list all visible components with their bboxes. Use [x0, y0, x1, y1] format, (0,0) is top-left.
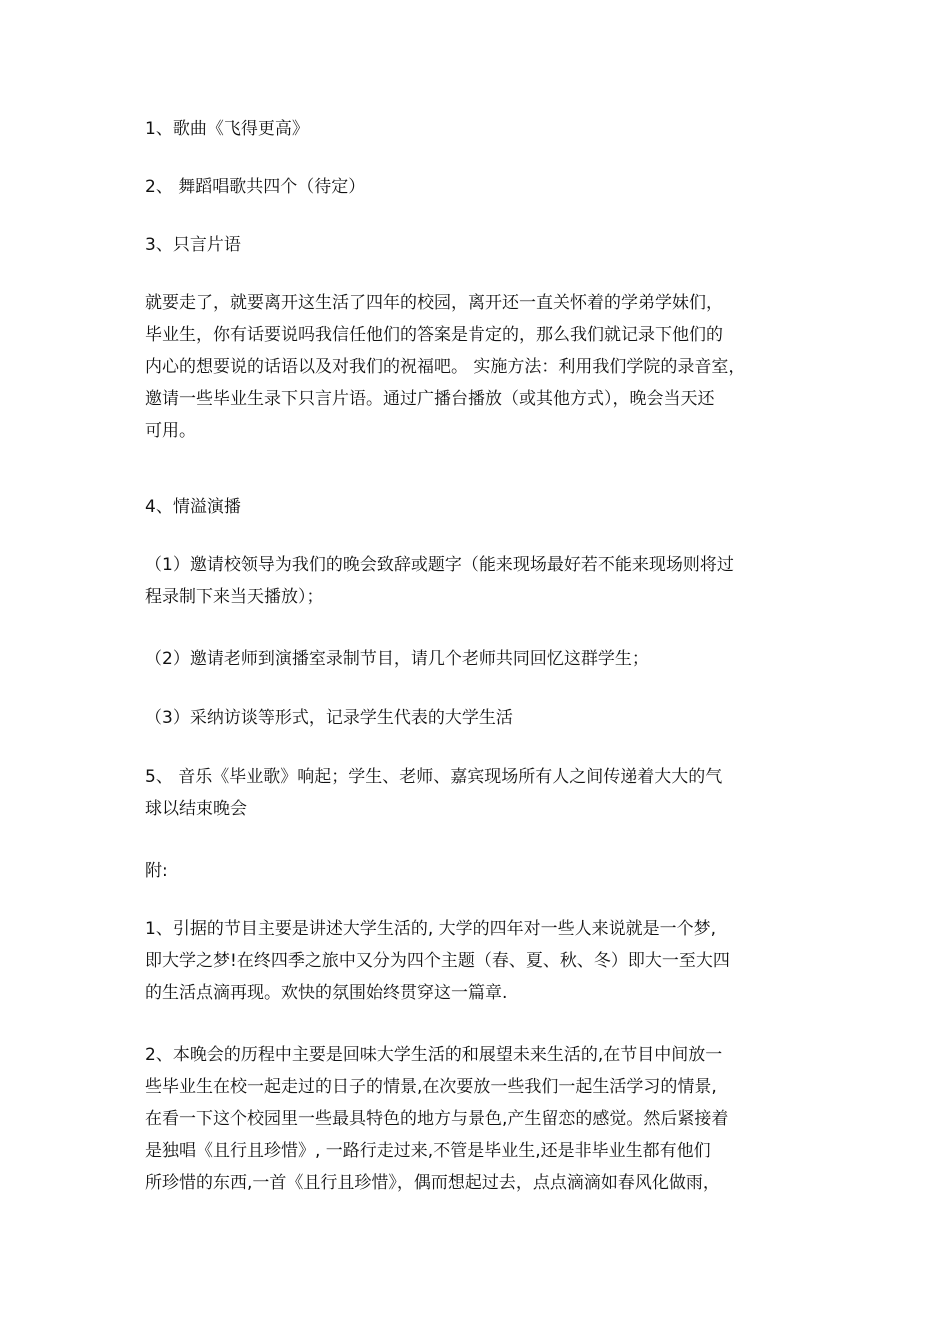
text-line: 附: — [145, 861, 168, 881]
text-line: 球以结束晚会 — [145, 799, 247, 819]
text-line: 1、引据的节目主要是讲述大学生活的, 大学的四年对一些人来说就是一个梦, — [145, 919, 717, 939]
text-line: （3）采纳访谈等形式，记录学生代表的大学生活 — [145, 708, 513, 728]
text-line: 5、 音乐《毕业歌》响起；学生、老师、嘉宾现场所有人之间传递着大大的气 — [145, 767, 723, 787]
text-line: 的生活点滴再现。欢快的氛围始终贯穿这一篇章. — [145, 983, 508, 1003]
text-line: 3、只言片语 — [145, 235, 241, 255]
text-line: 就要走了，就要离开这生活了四年的校园，离开还一直关怀着的学弟学妹们， — [145, 293, 723, 313]
text-line: （2）邀请老师到演播室录制节目，请几个老师共同回忆这群学生； — [145, 649, 649, 669]
text-line: 在看一下这个校园里一些最具特色的地方与景色,产生留恋的感觉。然后紧接着 — [145, 1109, 729, 1129]
list-item-dance — [145, 171, 810, 203]
text-line: 些毕业生在校一起走过的日子的情景,在次要放一些我们一起生活学习的情景, — [145, 1077, 717, 1097]
list-item-ending — [145, 761, 810, 825]
text-line: 即大学之梦!在终四季之旅中又分为四个主题（春、夏、秋、冬）即大一至大四 — [145, 951, 730, 971]
appendix-item-2 — [145, 1039, 810, 1199]
list-item-song — [145, 113, 810, 145]
sub-item-2 — [145, 643, 810, 675]
text-line: 内心的想要说的话语以及对我们的祝福吧。 实施方法：利用我们学院的录音室， — [145, 357, 746, 377]
list-item-broadcast — [145, 491, 810, 523]
text-line: 毕业生，你有话要说吗我信任他们的答案是肯定的，那么我们就记录下他们的 — [145, 325, 723, 345]
text-line: 2、本晚会的历程中主要是回味大学生活的和展望未来生活的,在节目中间放一 — [145, 1045, 723, 1065]
sub-item-1 — [145, 549, 810, 613]
text-line: 程录制下来当天播放）； — [145, 587, 324, 607]
appendix-item-1 — [145, 913, 810, 1009]
text-line: 邀请一些毕业生录下只言片语。通过广播台播放（或其他方式），晚会当天还 — [145, 389, 715, 409]
text-line: 2、 舞蹈唱歌共四个（待定） — [145, 177, 366, 197]
text-line: 是独唱《且行且珍惜》, 一路行走过来,不管是毕业生,还是非毕业生都有他们 — [145, 1141, 711, 1161]
paragraph-words-body — [145, 287, 810, 447]
appendix-label — [145, 855, 810, 887]
text-line: （1）邀请校领导为我们的晚会致辞或题字（能来现场最好若不能来现场则将过 — [145, 555, 734, 575]
text-line: 4、情溢演播 — [145, 497, 241, 517]
text-line: 可用。 — [145, 421, 196, 441]
text-line: 1、歌曲《飞得更高》 — [145, 119, 309, 139]
sub-item-3 — [145, 702, 810, 734]
list-item-words — [145, 229, 810, 261]
text-line: 所珍惜的东西,一首《且行且珍惜》，偶而想起过去，点点滴滴如春风化做雨， — [145, 1173, 720, 1193]
